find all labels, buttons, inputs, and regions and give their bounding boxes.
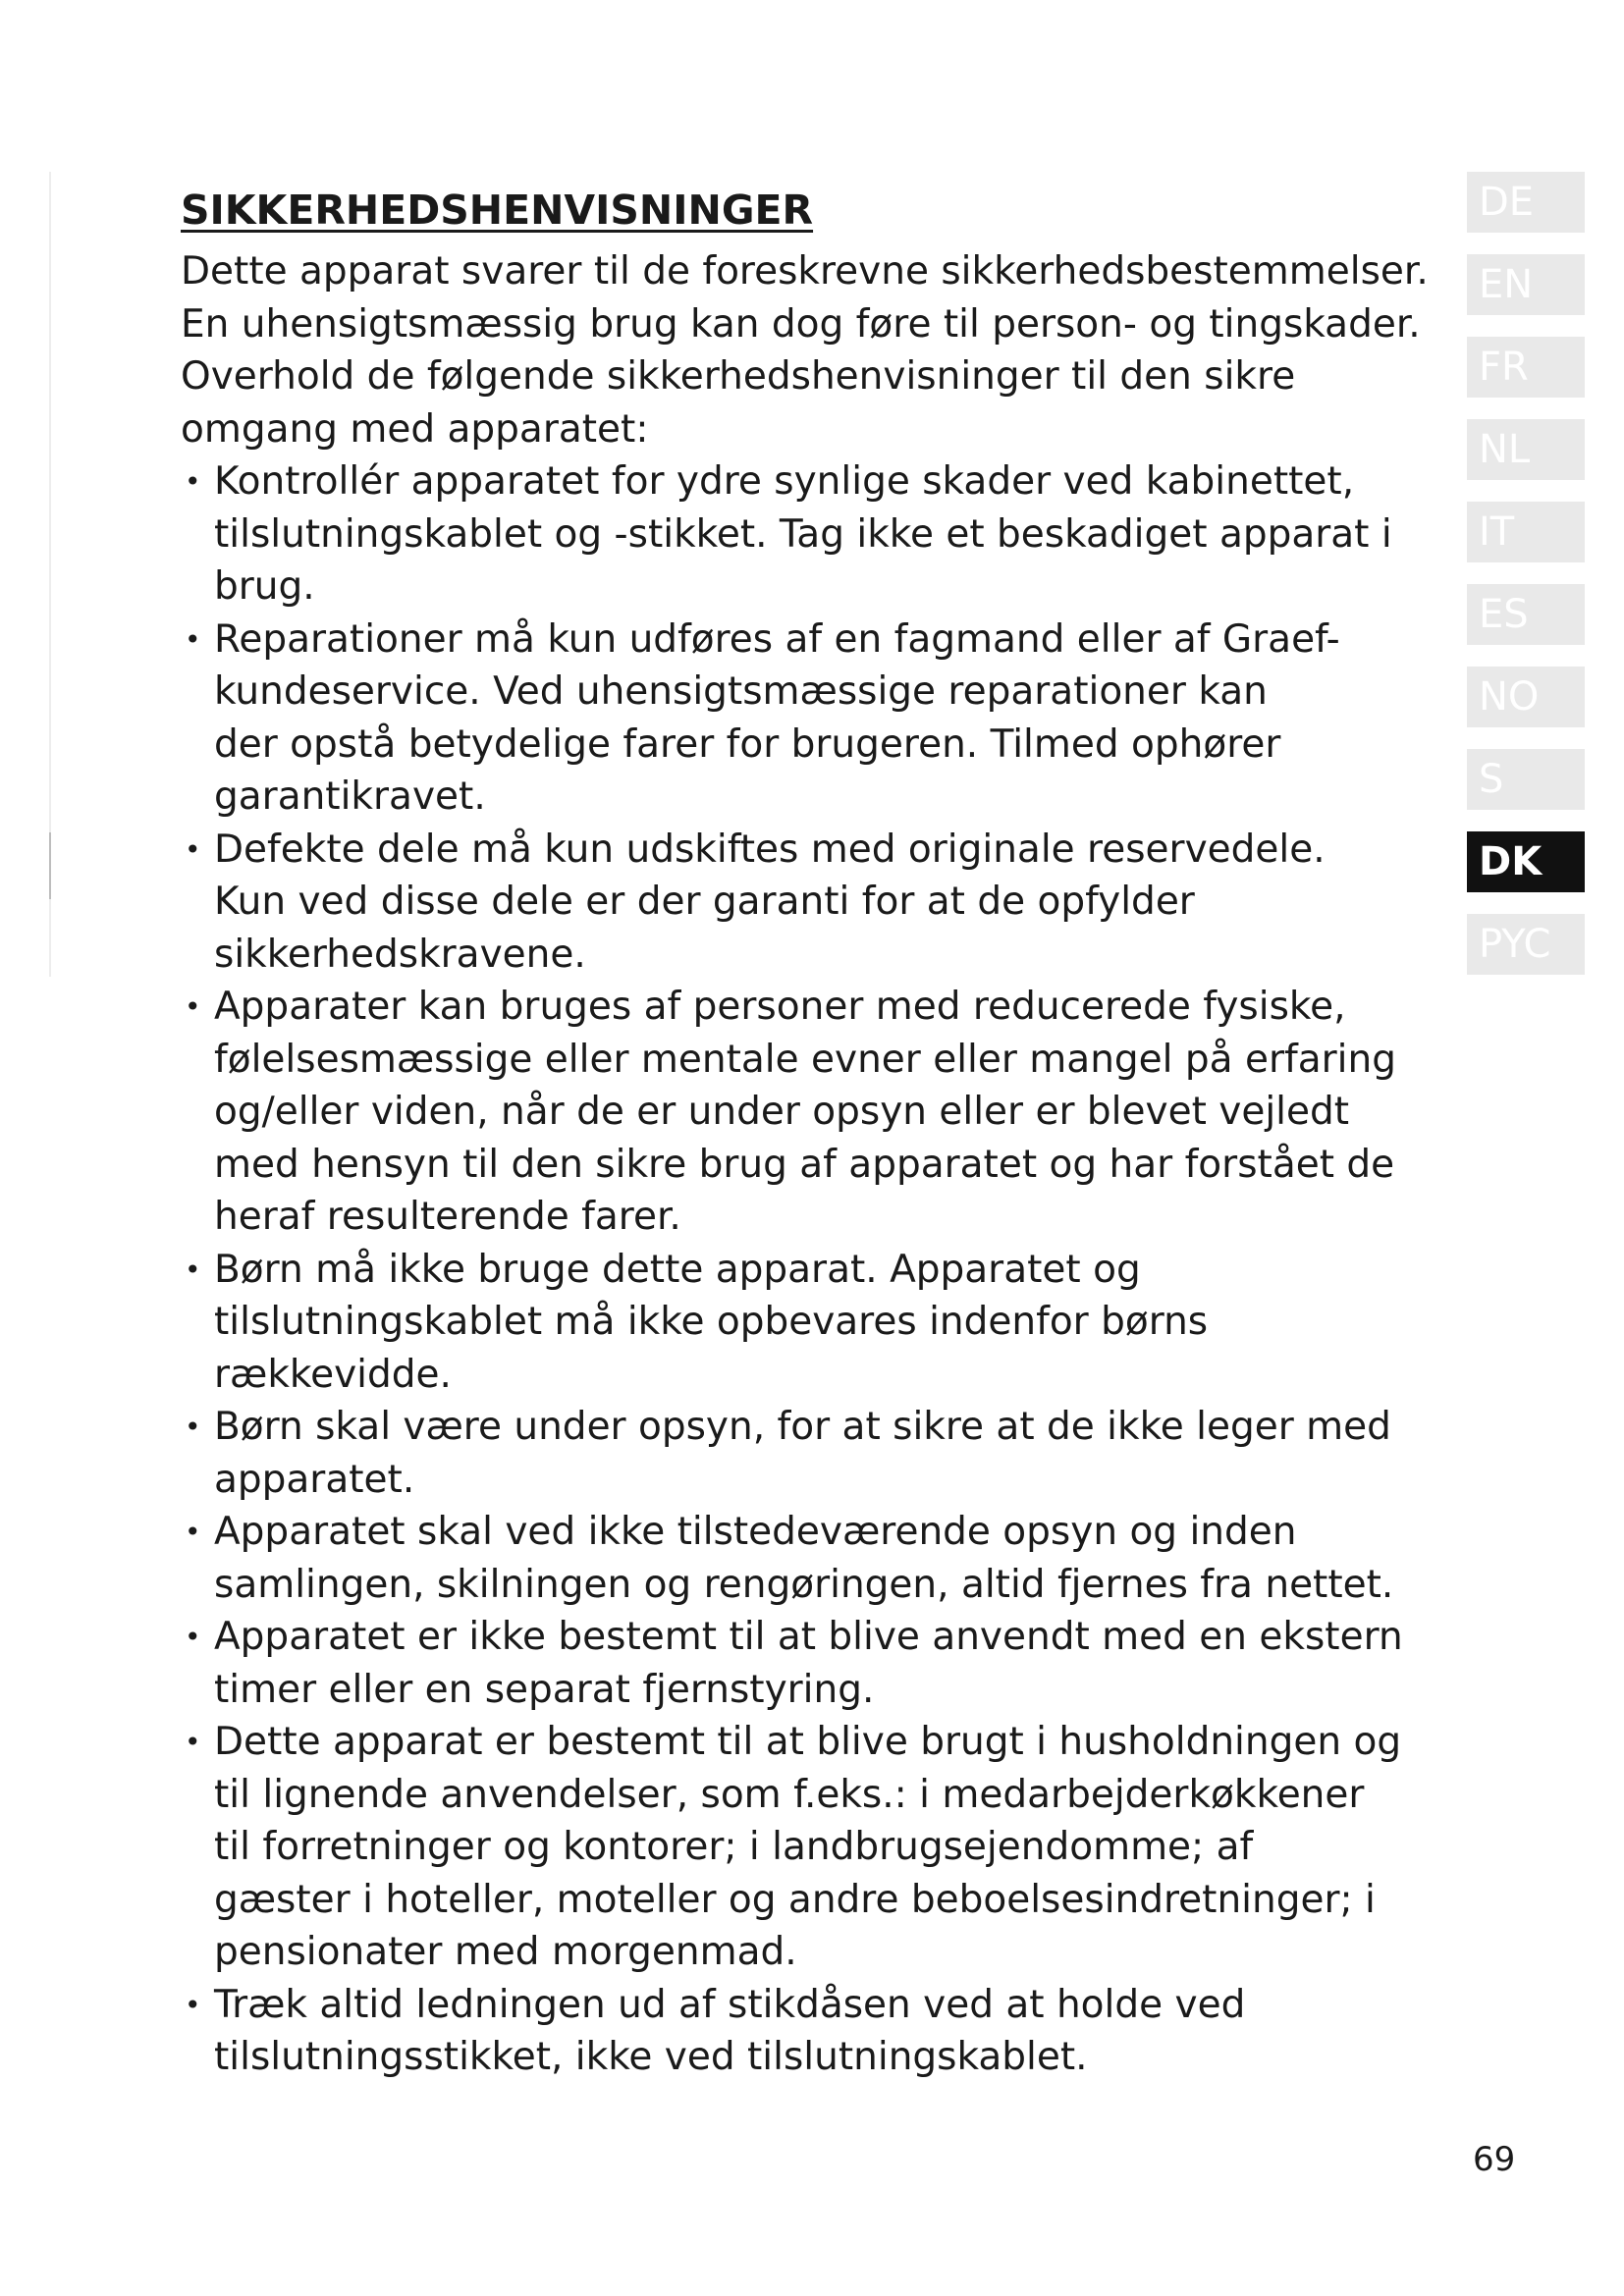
page-number: 69 (1473, 2140, 1516, 2179)
language-tabs (1467, 172, 1589, 996)
language-tab-es: ES (1467, 584, 1585, 645)
language-tab-nl: NL (1467, 419, 1585, 480)
safety-rule-line: med hensyn til den sikre brug af apparatet og har forstået de (214, 1142, 1395, 1187)
bullet-dot: • (185, 622, 201, 656)
safety-rule-item (181, 1401, 1487, 1506)
section-title: SIKKERHEDSHENVISNINGER (181, 187, 814, 234)
safety-rule-line: tilslutningskablet må ikke opbevares indenfor børns (214, 1300, 1209, 1344)
intro-line: En uhensigtsmæssig brug kan dog føre til person- og tingskader. (181, 301, 1421, 347)
bullet-dot: • (185, 465, 201, 498)
bullet-dot: • (185, 990, 201, 1023)
safety-rule-line: Reparationer må kun udføres af en fagmand eller af Graef- (214, 616, 1340, 662)
safety-rule-line: Apparater kan bruges af personer med reducerede fysiske, (214, 985, 1346, 1029)
intro-line: omgang med apparatet: (181, 406, 649, 452)
bullet-dot: • (185, 1988, 201, 2021)
safety-rule-line: Apparatet skal ved ikke tilstedeværende opsyn og inden (214, 1510, 1297, 1554)
safety-rule-line: Træk altid ledningen ud af stikdåsen ved at holde ved (214, 1982, 1246, 2027)
safety-rule-item (181, 614, 1487, 824)
bullet-dot: • (185, 1621, 201, 1653)
safety-rule-line: kundeservice. Ved uhensigtsmæssige reparationer kan (214, 669, 1268, 714)
safety-rule-item (181, 981, 1487, 1244)
safety-rule-line: sikkerhedskravene. (214, 932, 586, 977)
safety-rule-line: og/eller viden, når de er under opsyn eller er blevet vejledt (214, 1090, 1350, 1134)
language-tab-dk: DK (1467, 831, 1585, 892)
bullet-dot: • (185, 1516, 201, 1548)
language-tab-fr: FR (1467, 337, 1585, 398)
safety-rule-line: timer eller en separat fjernstyring. (214, 1667, 875, 1712)
margin-rule-dark (49, 832, 51, 899)
safety-rule-line: følelsesmæssige eller mentale evner eller mangel på erfaring (214, 1037, 1396, 1082)
safety-rule-line: garantikravet. (214, 774, 486, 819)
bullet-dot: • (185, 1726, 201, 1758)
safety-rule-item (181, 1979, 1487, 2084)
safety-rule-line: tilslutningsstikket, ikke ved tilslutningskablet. (214, 2035, 1088, 2079)
safety-rule-line: samlingen, skilningen og rengøringen, altid fjernes fra nettet. (214, 1562, 1394, 1607)
language-tab-pyc: PYC (1467, 914, 1585, 975)
safety-rule-line: der opstå betydelige farer for brugeren. Tilmed ophører (214, 721, 1281, 767)
safety-rule-line: brug. (214, 564, 315, 609)
intro-line: Dette apparat svarer til de foreskrevne sikkerhedsbestemmelser. (181, 249, 1429, 294)
safety-rule-line: pensionater med morgenmad. (214, 1930, 797, 1974)
safety-rule-line: Dette apparat er bestemt til at blive brugt i husholdningen og (214, 1720, 1402, 1764)
safety-rule-line: Apparatet er ikke bestemt til at blive anvendt med en ekstern (214, 1615, 1403, 1659)
bullet-dot: • (185, 1411, 201, 1443)
safety-rule-item (181, 1611, 1487, 1716)
safety-rule-line: rækkevidde. (214, 1352, 452, 1397)
safety-rule-line: Kun ved disse dele er der garanti for at de opfylder (214, 880, 1195, 924)
intro-paragraph (181, 245, 1487, 455)
safety-rule-item (181, 1716, 1487, 1979)
language-tab-no: NO (1467, 667, 1585, 727)
intro-line: Overhold de følgende sikkerhedshenvisninger til den sikre (181, 354, 1296, 399)
safety-rule-line: apparatet. (214, 1457, 415, 1502)
safety-rule-line: til forretninger og kontorer; i landbrugsejendomme; af (214, 1825, 1254, 1869)
bullet-dot: • (185, 832, 201, 866)
language-tab-en: EN (1467, 254, 1585, 315)
safety-rule-line: Defekte dele må kun udskiftes med originale reservedele. (214, 827, 1326, 872)
safety-rule-item (181, 1244, 1487, 1402)
language-tab-s: S (1467, 749, 1585, 810)
safety-rule-item (181, 1506, 1487, 1611)
safety-rule-line: Børn skal være under opsyn, for at sikre at de ikke leger med (214, 1405, 1391, 1449)
safety-rule-line: heraf resulterende farer. (214, 1195, 681, 1239)
safety-rule-line: Kontrollér apparatet for ydre synlige skader ved kabinettet, (214, 459, 1355, 504)
safety-rule-line: Børn må ikke bruge dette apparat. Apparatet og (214, 1247, 1141, 1292)
language-tab-it: IT (1467, 502, 1585, 562)
safety-rule-line: tilslutningskablet og -stikket. Tag ikke et beskadiget apparat i (214, 511, 1392, 557)
safety-rules-list (181, 455, 1487, 2084)
safety-rule-line: gæster i hoteller, moteller og andre beboelsesindretninger; i (214, 1877, 1376, 1922)
language-tab-de: DE (1467, 172, 1585, 233)
bullet-dot: • (185, 1253, 201, 1286)
safety-rule-item (181, 824, 1487, 982)
safety-rule-item (181, 455, 1487, 614)
safety-rule-line: til lignende anvendelser, som f.eks.: i medarbejderkøkkener (214, 1772, 1365, 1817)
safety-section (181, 185, 1487, 2084)
